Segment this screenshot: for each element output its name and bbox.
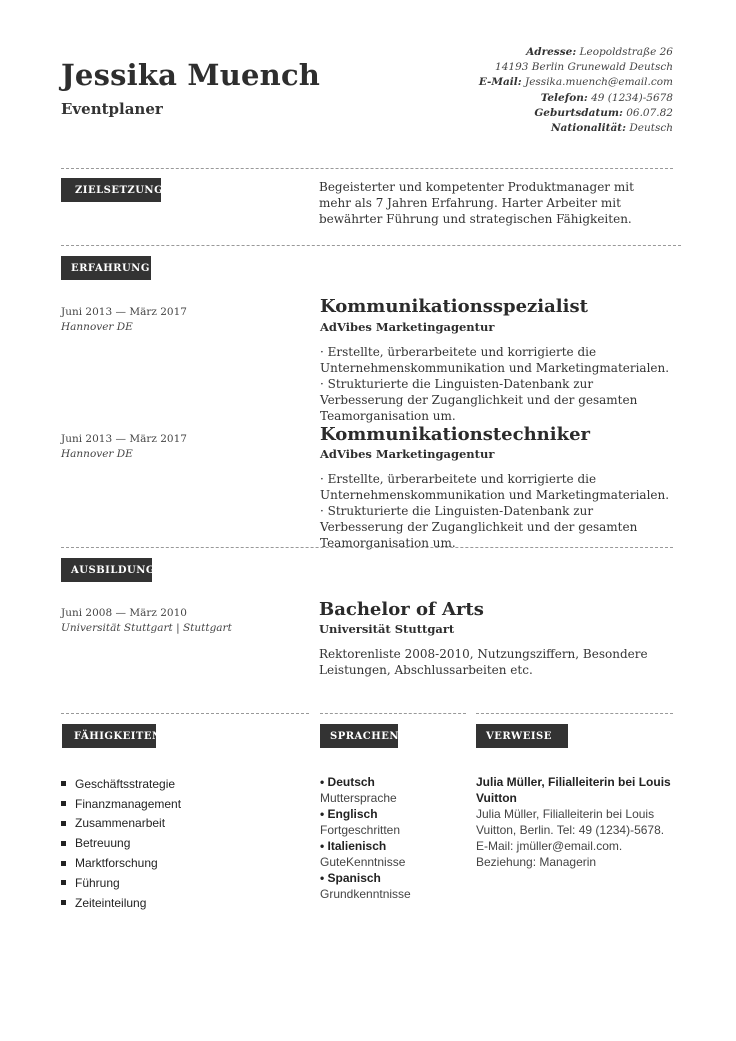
job2-dates: Juni 2013 — März 2017 [61, 433, 187, 445]
birth-value: 06.07.82 [626, 106, 673, 119]
nationality-label: Nationalität: [550, 122, 626, 135]
language-name: • Deutsch [320, 775, 375, 789]
bullet-square-icon [61, 900, 66, 905]
job2-bullet-1: · Erstellte, ürberarbeitete und korrigierte die Unternehmenskommunikation und Marketingmaterialen. [320, 472, 670, 502]
job1-title: Kommunikationsspezialist [320, 296, 588, 317]
bullet-square-icon [61, 781, 66, 786]
language-name: • Englisch [320, 807, 378, 821]
list-item: Marktforschung [61, 853, 181, 873]
education-degree: Bachelor of Arts [319, 599, 484, 620]
job1-bullet-2: · Strukturierte die Linguisten-Datenbank zur Verbesserung der Zuganglichkeit und der gesamten Teamorganisation um. [320, 377, 638, 423]
reference-relation: Beziehung: Managerin [476, 855, 597, 869]
reference-detail: Julia Müller, Filialleiterin bei Louis Vuitton, Berlin. Tel: 49 (1234)-5678. [476, 807, 665, 837]
job1-bullets [320, 344, 670, 424]
job2-meta [61, 432, 187, 462]
bullet-square-icon [61, 841, 66, 846]
language-name: • Italienisch [320, 839, 387, 853]
list-item: Führung [61, 873, 181, 893]
languages-badge: SPRACHEN [320, 724, 398, 748]
skills-badge: FÄHIGKEITEN [62, 724, 156, 748]
candidate-role: Eventplaner [61, 100, 163, 118]
language-level: Grundkenntnisse [320, 887, 411, 901]
email-value: Jessika.muench@email.com [525, 76, 673, 89]
reference-name: Julia Müller, Filialleiterin bei Louis Vuitton [476, 775, 671, 805]
language-level: Fortgeschritten [320, 823, 401, 837]
divider-education [61, 547, 673, 548]
address-label: Adresse: [526, 46, 577, 58]
references-block [476, 774, 676, 870]
bullet-square-icon [61, 880, 66, 885]
job1-company: AdVibes Marketingagentur [320, 320, 495, 334]
education-location: Universität Stuttgart | Stuttgart [61, 622, 232, 634]
reference-email: E-Mail: jmüller@email.com. [476, 839, 623, 853]
job2-bullet-2: · Strukturierte die Linguisten-Datenbank zur Verbesserung der Zuganglichkeit und der gesamten Teamorganisation um. [320, 504, 638, 550]
education-badge: AUSBILDUNG [61, 558, 152, 582]
bullet-square-icon [61, 821, 66, 826]
list-item: Geschäftsstrategie [61, 774, 181, 794]
job2-bullets [320, 471, 670, 551]
objective-badge: ZIELSETZUNG [61, 178, 161, 202]
references-badge: VERWEISE [476, 724, 568, 748]
list-item: Finanzmanagement [61, 794, 181, 814]
languages-list [320, 774, 411, 902]
divider-references [476, 713, 673, 714]
job2-title: Kommunikationstechniker [320, 424, 591, 445]
language-level: GuteKenntnisse [320, 855, 406, 869]
language-level: Muttersprache [320, 791, 397, 805]
candidate-name: Jessika Muench [61, 58, 321, 92]
divider-experience [61, 245, 681, 246]
divider-objective [61, 168, 673, 169]
phone-label: Telefon: [540, 91, 588, 104]
contact-block [479, 45, 673, 136]
divider-skills [61, 713, 309, 714]
bullet-square-icon [61, 861, 66, 866]
objective-text: Begeisterter und kompetenter Produktmanager mit mehr als 7 Jahren Erfahrung. Harter Arbeiter mit bewährter Führung und strategischen Fähigkeiten. [319, 180, 634, 226]
education-meta [61, 606, 232, 636]
education-school: Universität Stuttgart [319, 622, 455, 636]
nationality-value: Deutsch [629, 122, 673, 135]
list-item: Zusammenarbeit [61, 814, 181, 834]
divider-languages [320, 713, 466, 714]
job1-location: Hannover DE [61, 321, 133, 333]
language-name: • Spanisch [320, 871, 381, 885]
job2-location: Hannover DE [61, 448, 133, 460]
list-item: Betreuung [61, 833, 181, 853]
phone-value: 49 (1234)-5678 [591, 91, 673, 104]
job1-dates: Juni 2013 — März 2017 [61, 306, 187, 318]
skills-list [61, 774, 181, 913]
list-item: Zeiteinteilung [61, 893, 181, 913]
experience-badge: ERFAHRUNG [61, 256, 151, 280]
address-line2: 14193 Berlin Grunewald Deutsch [495, 61, 673, 74]
education-dates: Juni 2008 — März 2010 [61, 607, 187, 619]
email-label: E-Mail: [478, 76, 522, 89]
job1-meta [61, 305, 187, 335]
bullet-square-icon [61, 801, 66, 806]
job2-company: AdVibes Marketingagentur [320, 447, 495, 461]
job1-bullet-1: · Erstellte, ürberarbeitete und korrigierte die Unternehmenskommunikation und Marketingmaterialen. [320, 345, 670, 375]
education-details: Rektorenliste 2008-2010, Nutzungsziffern, Besondere Leistungen, Abschlussarbeiten etc. [319, 647, 648, 677]
address-line1: Leopoldstraße 26 [579, 46, 673, 58]
birth-label: Geburtsdatum: [534, 106, 623, 119]
